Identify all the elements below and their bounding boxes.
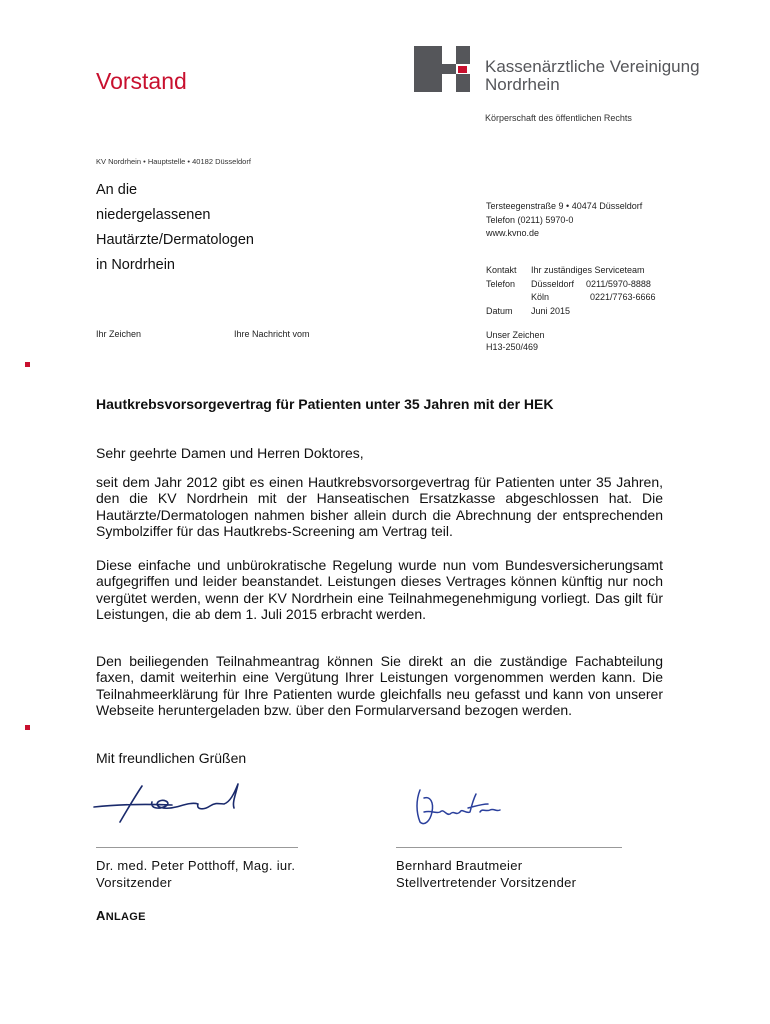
recipient-line: in Nordrhein — [96, 257, 175, 273]
kvno-logo-icon — [414, 46, 470, 92]
telefon-number: 0221/7763-6666 — [590, 292, 656, 302]
kontakt-label: Kontakt — [486, 265, 517, 275]
signer-name: Bernhard Brautmeier — [396, 858, 523, 873]
paragraph: Diese einfache und unbürokratische Regelung wurde nun vom Bundesversicherungsamt aufgegriffen und leider beanstandet. Leistungen dieses Vertrages können künftig nur noch vergütet werden, wenn der KV Nordrhein eine Teilnahmegenehmigung vorliegt. Das gilt für Leistungen, die ab dem 1. Juli 2015 erbracht werden. — [96, 557, 663, 623]
enclosure-initial: A — [96, 908, 106, 923]
org-name-line2: Nordrhein — [485, 75, 560, 94]
signature-brautmeier-icon — [410, 782, 510, 832]
fold-mark — [25, 362, 30, 367]
enclosure-rest: NLAGE — [105, 911, 146, 923]
salutation: Sehr geehrte Damen und Herren Doktores, — [96, 445, 364, 461]
recipient-line: An die — [96, 182, 138, 198]
paragraph: seit dem Jahr 2012 gibt es einen Hautkrebsvorsorgevertrag für Patienten unter 35 Jahren, den die KV Nordrhein mit der Hanseatischen Ersatzkasse abgeschlossen hat. Die Hautärzte/Dermatologen nahmen bisher allein durch die Abrechnung der entsprechenden Symbolziffer für das Hautkrebs-Screening am Vertrag teil. — [96, 474, 663, 540]
contact-details — [486, 265, 656, 319]
signer-role: Stellvertretender Vorsitzender — [396, 875, 577, 890]
fold-mark — [25, 725, 30, 730]
unser-zeichen-value: H13-250/469 — [486, 342, 539, 352]
enclosure-label — [96, 908, 146, 923]
telefon-label: Telefon — [486, 278, 516, 289]
signer-role: Vorsitzender — [96, 875, 172, 890]
org-name-line1: Kassenärztliche Vereinigung — [485, 57, 700, 76]
recipient-address — [96, 178, 254, 278]
contact-block — [486, 200, 642, 241]
recipient-line: Hautärzte/Dermatologen — [96, 232, 254, 248]
contact-address: Tersteegenstraße 9 • 40474 Düsseldorf — [486, 201, 643, 211]
datum-value: Juni 2015 — [531, 305, 571, 316]
signature-potthoff-icon — [92, 780, 252, 825]
telefon-city: Düsseldorf — [531, 278, 575, 289]
recipient-line: niedergelassenen — [96, 207, 211, 223]
page-title: Vorstand — [96, 68, 187, 94]
unser-zeichen — [486, 329, 545, 353]
datum-label: Datum — [486, 305, 513, 316]
signer-right — [396, 857, 576, 891]
letter-subject: Hautkrebsvorsorgevertrag für Patienten unter 35 Jahren mit der HEK — [96, 396, 554, 412]
signer-left — [96, 857, 295, 891]
closing: Mit freundlichen Grüßen — [96, 750, 247, 766]
contact-web: www.kvno.de — [486, 228, 540, 238]
signer-name: Dr. med. Peter Potthoff, Mag. iur. — [96, 858, 296, 873]
org-name — [485, 58, 700, 94]
telefon-city: Köln — [531, 292, 550, 302]
ihr-zeichen-label: Ihr Zeichen — [96, 329, 142, 339]
sender-line: KV Nordrhein • Hauptstelle • 40182 Düsseldorf — [96, 157, 251, 166]
ihre-nachricht-label: Ihre Nachricht vom — [234, 329, 310, 339]
legal-form: Körperschaft des öffentlichen Rechts — [485, 113, 632, 123]
signature-line — [396, 847, 622, 848]
telefon-number: 0211/5970-8888 — [586, 278, 651, 289]
unser-zeichen-label: Unser Zeichen — [486, 330, 545, 340]
signature-line — [96, 847, 298, 848]
kontakt-value: Ihr zuständiges Serviceteam — [531, 265, 645, 275]
paragraph: Den beiliegenden Teilnahmeantrag können Sie direkt an die zuständige Fachabteilung faxen, damit weiterhin eine Vergütung Ihrer Leistungen vorgenommen werden kann. Die Teilnahmeerklärung für Ihre Patienten wurde gleichfalls neu gefasst und kann von unserer Webseite heruntergeladen bzw. über den Formularversand bezogen werden. — [96, 653, 663, 719]
contact-phone: Telefon (0211) 5970-0 — [486, 214, 574, 225]
